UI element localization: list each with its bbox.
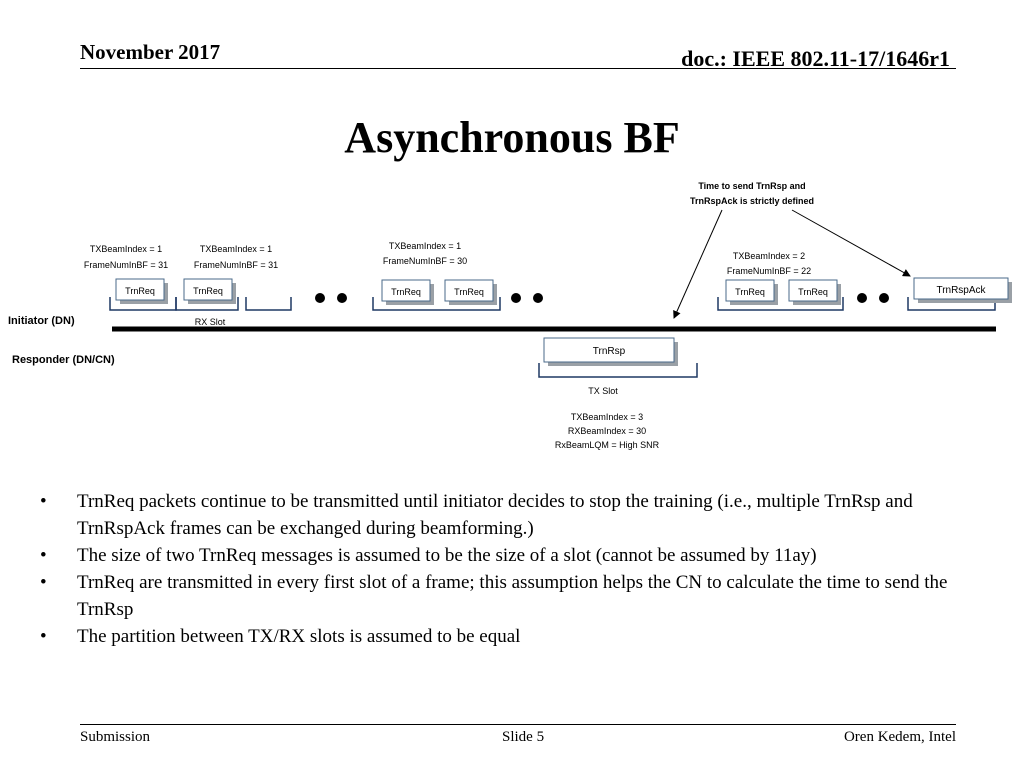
tx-slot-label: TX Slot <box>588 386 618 396</box>
group3-beam-index: TXBeamIndex = 2 <box>732 251 806 261</box>
trnreq-frame <box>382 280 434 305</box>
group2-beam-index: TXBeamIndex = 1 <box>388 241 462 251</box>
group1-left-beam-index: TXBeamIndex = 1 <box>89 244 163 254</box>
slide-title: Asynchronous BF <box>344 113 680 162</box>
annotation-line-2: TrnRspAck is strictly defined <box>689 196 815 206</box>
trnreq-frame-label: TrnReq <box>735 287 765 297</box>
trnreq-frame-label: TrnReq <box>798 287 828 297</box>
continuation-dot <box>511 293 521 303</box>
bullet-item <box>40 623 980 650</box>
trnrsp-frame-label: TrnRsp <box>592 346 626 357</box>
header-doc-id: doc.: IEEE 802.11-17/1646r1 <box>681 46 950 71</box>
trnreq-frame-label: TrnReq <box>125 286 155 296</box>
footer-slide-number: Slide 5 <box>502 729 545 745</box>
bullet-item <box>40 542 980 569</box>
trnreq-frame-label: TrnReq <box>454 287 484 297</box>
trnrsp-frame <box>544 338 678 366</box>
bullet-item <box>40 488 980 542</box>
response-tx-beam-index: TXBeamIndex = 3 <box>570 412 644 422</box>
response-rx-beam-lqm: RxBeamLQM = High SNR <box>554 440 660 450</box>
rx-slot-label: RX Slot <box>194 317 226 327</box>
footer-author: Oren Kedem, Intel <box>843 729 956 745</box>
bullet-text: The size of two TrnReq messages is assumed to be the size of a slot (cannot be assumed by 11ay) <box>77 545 817 566</box>
bullet-marker: • <box>40 626 47 647</box>
trnreq-frame <box>445 280 497 305</box>
response-rx-beam-index: RXBeamIndex = 30 <box>567 426 647 436</box>
continuation-dot <box>879 293 889 303</box>
continuation-dot <box>315 293 325 303</box>
footer-submission: Submission <box>80 729 151 745</box>
trnrspack-frame-label: TrnRspAck <box>936 285 986 296</box>
bullet-marker: • <box>40 491 47 512</box>
bullet-list <box>40 488 980 650</box>
continuation-dot <box>533 293 543 303</box>
group2-frame-num: FrameNumInBF = 30 <box>382 256 468 266</box>
bullet-item <box>40 569 980 623</box>
initiator-label: Initiator (DN) <box>8 315 75 327</box>
slot-bracket <box>246 297 291 310</box>
beamforming-timing-diagram <box>0 170 1024 470</box>
trnreq-frame <box>184 279 236 304</box>
trnreq-frame <box>726 280 778 305</box>
annotation-line-1: Time to send TrnRsp and <box>698 181 806 191</box>
trnreq-frame-label: TrnReq <box>193 286 223 296</box>
responder-label: Responder (DN/CN) <box>12 354 115 366</box>
footer-rule <box>80 724 956 725</box>
header-rule <box>80 68 956 69</box>
bullet-marker: • <box>40 572 47 593</box>
trnreq-frame-label: TrnReq <box>391 287 421 297</box>
continuation-dot <box>857 293 867 303</box>
group1-right-beam-index: TXBeamIndex = 1 <box>199 244 273 254</box>
header-date: November 2017 <box>80 40 221 64</box>
trnrspack-frame <box>914 278 1012 303</box>
group1-right-frame-num: FrameNumInBF = 31 <box>193 260 279 270</box>
group3-frame-num: FrameNumInBF = 22 <box>726 266 812 276</box>
bullet-text: TrnReq packets continue to be transmitted until initiator decides to stop the training (i.e., multiple TrnRsp and TrnRspAck frames can be exchanged during beamforming.) <box>77 491 913 539</box>
group1-left-frame-num: FrameNumInBF = 31 <box>83 260 169 270</box>
bullet-text: TrnReq are transmitted in every first slot of a frame; this assumption helps the CN to calculate the time to send the TrnRsp <box>77 572 948 620</box>
annotation-arrow-to-trnrsp <box>674 210 722 318</box>
bullet-text: The partition between TX/RX slots is assumed to be equal <box>77 626 521 647</box>
trnreq-frame <box>116 279 168 304</box>
trnreq-frame <box>789 280 841 305</box>
continuation-dot <box>337 293 347 303</box>
bullet-marker: • <box>40 545 47 566</box>
